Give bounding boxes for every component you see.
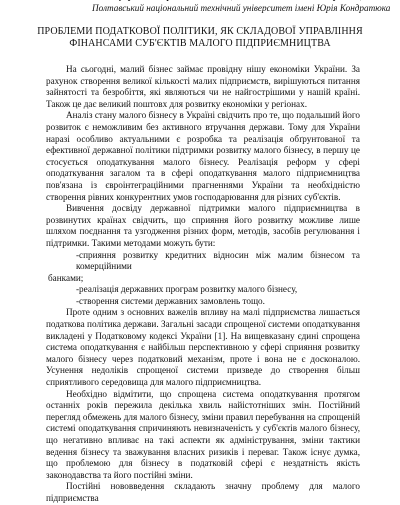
list-item: -сприяння розвитку кредитних відносин між малим бізнесом та комерційними	[76, 249, 360, 272]
paragraph: Постійні нововведення складають значну проблему для малого підприємства	[46, 481, 360, 503]
paragraph: Необхідно відмітити, що спрощена система оподаткування протягом останніх років пережила декілька хвиль найістотніших змін. Постійний перегляд обмежень для малого бізнесу, зміни правил перебування на спрощеній системі оподаткування спричиняють невизначеність у суб'єктів малого бізнесу, що негативно впливає на такі аспекти як адміністрування, зміни тактики ведення бізнесу та зважування власних ризиків і переваг. Також існує думка, що проблемою для бізнесу в податковій сфері є нездатність якість законодавства та його постійні зміни.	[46, 388, 360, 480]
paragraph: Проте одним з основних важелів впливу на малі підприємства лишається податкова політика держави. Загальні засади спрощеної системи оподаткування викладені у Податковому кодексі України [1]. На вищевказану єдині спрощена система оподаткування є найбільш перспективною у сфері сприяння розвитку малого бізнесу через податковий механізм, проте і вона не є досконалою. Усунення недоліків спрощеної системи призведе до створення більш сприятливого середовища для малого підприємництва.	[46, 307, 360, 388]
affiliation-line: Полтавський національний технічний університет імені Юрія Кондратюка	[92, 2, 391, 13]
title-line-2: ФІНАНСАМИ СУБ'ЄКТІВ МАЛОГО ПІДПРИЄМНИЦТВА	[69, 38, 331, 49]
list-item-continuation: банками;	[48, 272, 84, 283]
title-line-1: ПРОБЛЕМИ ПОДАТКОВОЇ ПОЛІТИКИ, ЯК СКЛАДОВОЇ УПРАВЛІННЯ	[37, 26, 363, 37]
list-item: -реалізація державних програм розвитку малого бізнесу,	[76, 284, 298, 295]
paragraph: Аналіз стану малого бізнесу в Україні свідчить про те, що подальший його розвиток є неможливим без активного втручання держави. Тому для України наразі особливо актуальними є розробка та реалізація обґрунтованої та ефективної державної політики підтримки розвитку малого бізнесу, в першу це стосується оподаткування малого бізнесу. Реалізація реформ у сфері оподаткування загалом та в сфері оподаткування малого підприємництва пов'язана із євроінтеграційними прагненнями України та необхідністю створення рівних конкурентних умов господарювання для різних суб'єктів.	[46, 110, 360, 202]
list-item: -створення системи державних замовлень тощо.	[76, 295, 265, 306]
article-title	[0, 26, 400, 50]
paragraph: На сьогодні, малий бізнес займає провідну нішу економіки України. За рахунок створення великої кількості малих підприємств, вирішуються питання зайнятості та безробіття, які являються чи не найгострішими у нашій країні. Також це дає великий поштовх для розвитку економіки у регіонах.	[46, 64, 360, 109]
article-body	[0, 64, 400, 505]
paragraph: Вивчення досвіду державної підтримки малого підприємництва в розвинутих країнах свідчить, що сприяння його розвитку можливе лише шляхом поєднання та узгодження різних форм, методів, засобів регулювання і підтримки. Такими методами можуть бути:	[46, 203, 360, 248]
